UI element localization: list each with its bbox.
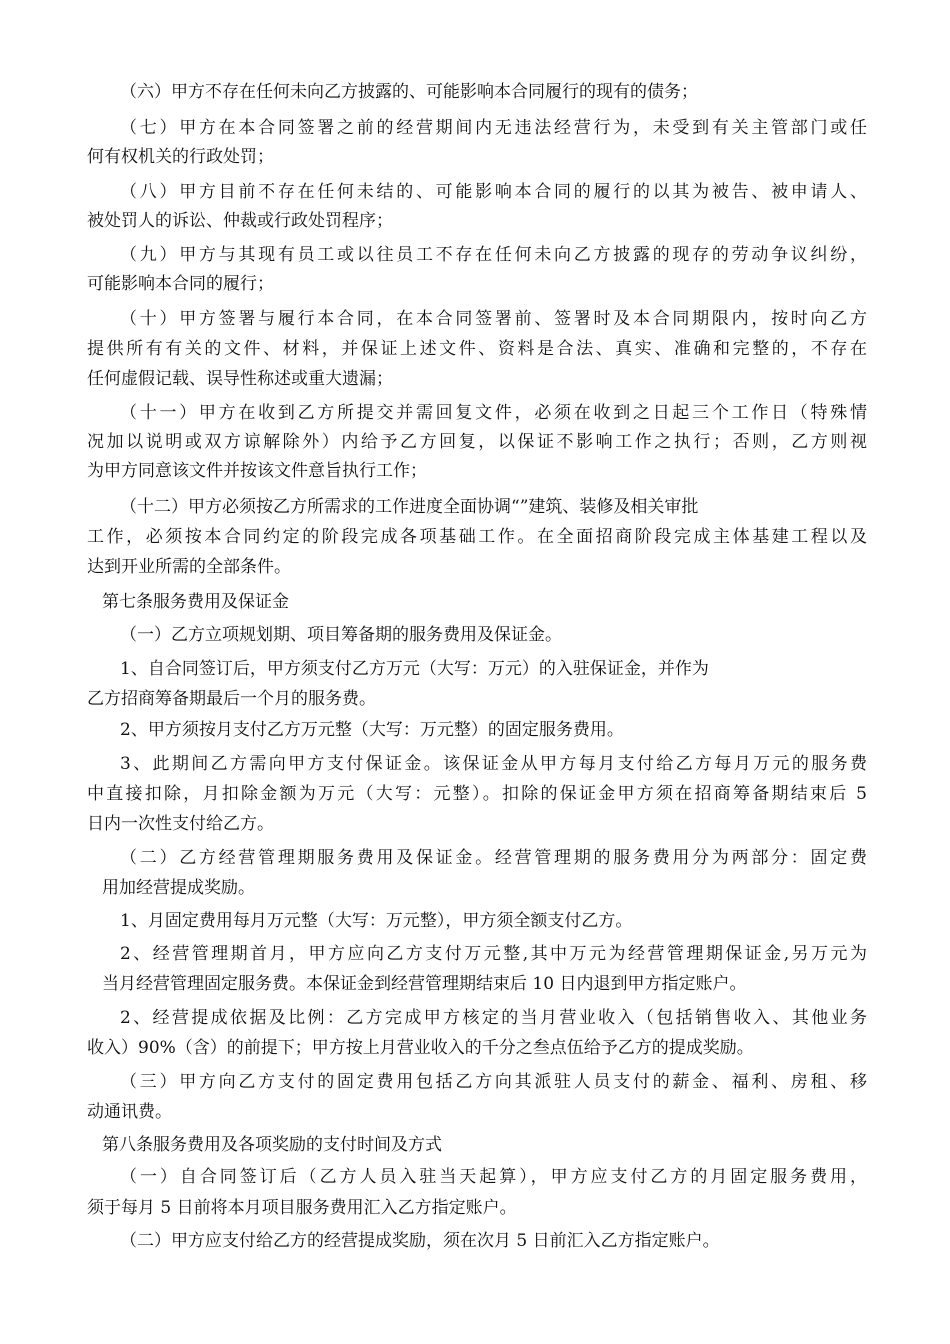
clause-10-cont-1: 提供所有有关的文件、材料，并保证上述文件、资料是合法、真实、准确和完整的，不存在 xyxy=(87,339,867,359)
clause-12-cont-1: 工作，必须按本合同约定的阶段完成各项基础工作。在全面招商阶段完成主体基建工程以及 xyxy=(87,527,867,547)
article-7-s2-item-1: 1、月固定费用每月万元整（大写：万元整），甲方须全额支付乙方。 xyxy=(120,911,633,931)
clause-6: （六）甲方不存在任何未向乙方披露的、可能影响本合同履行的现有的债务； xyxy=(120,82,698,102)
article-7-section-2: （二）乙方经营管理期服务费用及保证金。经营管理期的服务费用分为两部分：固定费 xyxy=(120,848,867,868)
clause-11-cont-2: 为甲方同意该文件并按该文件意旨执行工作； xyxy=(87,461,427,481)
article-8-heading: 第八条服务费用及各项奖励的支付时间及方式 xyxy=(102,1135,442,1155)
clause-12: （十二）甲方必须按乙方所需求的工作进度全面协调“”建筑、装修及相关审批 xyxy=(120,497,699,517)
clause-10-cont-2: 任何虚假记载、误导性称述或重大遗漏； xyxy=(87,369,393,389)
article-7-heading: 第七条服务费用及保证金 xyxy=(102,592,289,612)
article-7-item-3: 3、此期间乙方需向甲方支付保证金。该保证金从甲方每月支付给乙方每月万元的服务费 xyxy=(120,754,867,774)
clause-10: （十）甲方签署与履行本合同，在本合同签署前、签署时及本合同期限内，按时向乙方 xyxy=(120,309,867,329)
clause-11: （十一）甲方在收到乙方所提交并需回复文件，必须在收到之日起三个工作日（特殊情 xyxy=(120,403,867,423)
article-7-item-1-cont: 乙方招商筹备期最后一个月的服务费。 xyxy=(87,689,376,709)
article-7-section-3-cont: 动通讯费。 xyxy=(87,1102,172,1122)
article-7-section-1: （一）乙方立项规划期、项目筹备期的服务费用及保证金。 xyxy=(120,625,562,645)
clause-7: （七）甲方在本合同签署之前的经营期间内无违法经营行为，未受到有关主管部门或任 xyxy=(120,118,867,138)
clause-7-cont: 何有权机关的行政处罚； xyxy=(87,147,274,167)
article-7-item-3-cont-1: 中直接扣除，月扣除金额为万元（大写：元整）。扣除的保证金甲方须在招商筹备期结束后 5 xyxy=(87,784,867,804)
article-8-section-1: （一）自合同签订后（乙方人员入驻当天起算），甲方应支付乙方的月固定服务费用， xyxy=(120,1167,867,1187)
article-7-s2-item-2: 2、经营管理期首月，甲方应向乙方支付万元整,其中万元为经营管理期保证金,另万元为 xyxy=(120,944,867,964)
clause-11-cont-1: 况加以说明或双方谅解除外）内给予乙方回复，以保证不影响工作之执行；否则，乙方则视 xyxy=(87,432,867,452)
article-7-section-3: （三）甲方向乙方支付的固定费用包括乙方向其派驻人员支付的薪金、福利、房租、移 xyxy=(120,1072,867,1092)
article-8-section-2: （二）甲方应支付给乙方的经营提成奖励，须在次月 5 日前汇入乙方指定账户。 xyxy=(120,1231,720,1251)
article-8-section-1-cont: 须于每月 5 日前将本月项目服务费用汇入乙方指定账户。 xyxy=(87,1198,517,1218)
clause-9: （九）甲方与其现有员工或以往员工不存在任何未向乙方披露的现存的劳动争议纠纷， xyxy=(120,245,867,265)
article-7-s2-item-3: 2、经营提成依据及比例：乙方完成甲方核定的当月营业收入（包括销售收入、其他业务 xyxy=(120,1008,867,1028)
article-7-item-2: 2、甲方须按月支付乙方万元整（大写：万元整）的固定服务费用。 xyxy=(120,720,624,740)
clause-12-cont-2: 达到开业所需的全部条件。 xyxy=(87,557,291,577)
clause-9-cont: 可能影响本合同的履行； xyxy=(87,274,274,294)
article-7-item-1: 1、自合同签订后，甲方须支付乙方万元（大写：万元）的入驻保证金，并作为 xyxy=(120,659,709,679)
article-7-item-3-cont-2: 日内一次性支付给乙方。 xyxy=(87,814,274,834)
article-7-s2-item-3-cont: 收入）90%（含）的前提下；甲方按上月营业收入的千分之叁点伍给予乙方的提成奖励。 xyxy=(87,1038,754,1058)
article-7-s2-item-2-cont: 当月经营管理固定服务费。本保证金到经营管理期结束后 10 日内退到甲方指定账户。 xyxy=(102,974,747,994)
article-7-section-2-cont: 用加经营提成奖励。 xyxy=(102,878,255,898)
clause-8: （八）甲方目前不存在任何未结的、可能影响本合同的履行的以其为被告、被申请人、 xyxy=(120,182,867,202)
clause-8-cont: 被处罚人的诉讼、仲裁或行政处罚程序； xyxy=(87,211,393,231)
